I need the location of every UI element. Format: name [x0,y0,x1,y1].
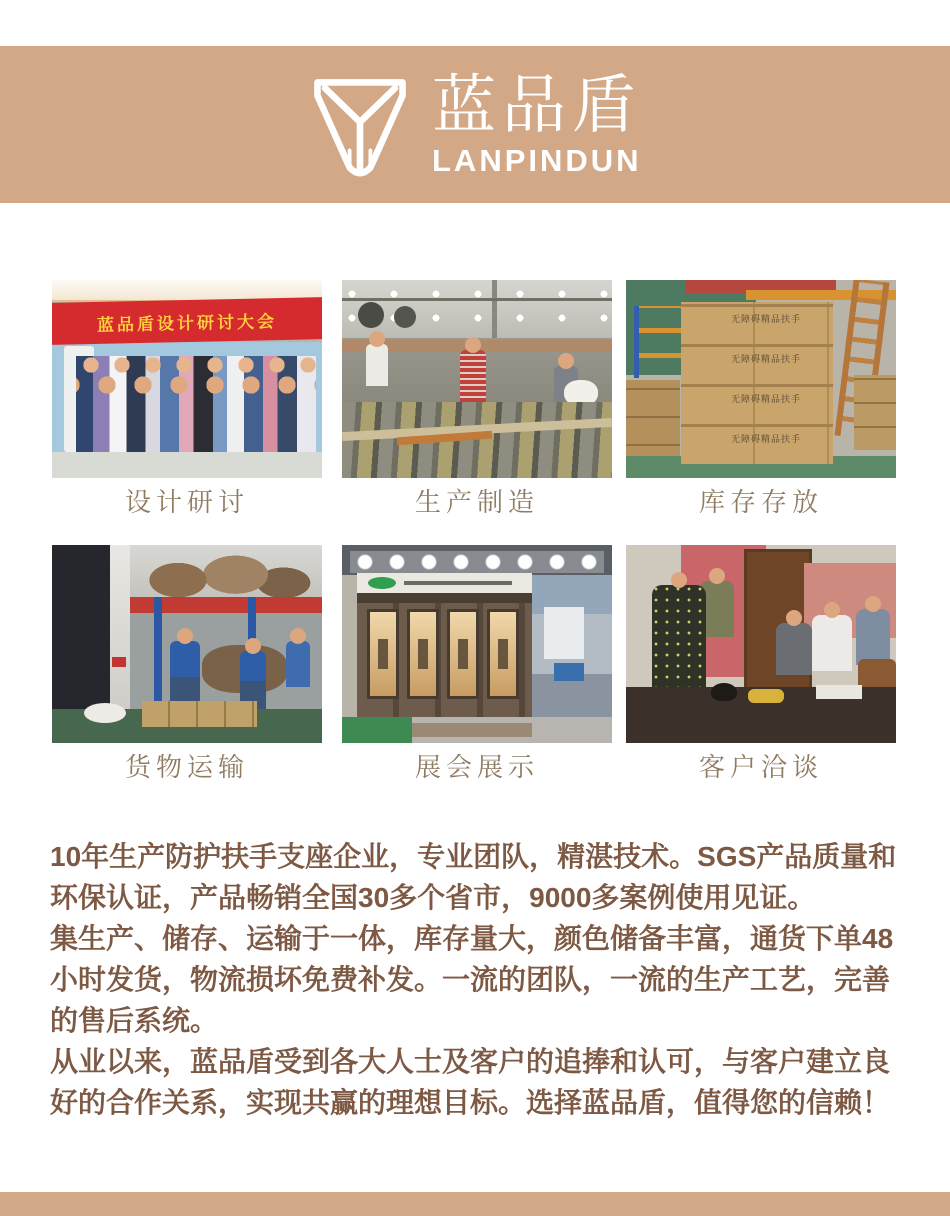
shield-triangle-icon [308,67,412,183]
photo-caption: 展会展示 [414,752,539,782]
brand-name-latin: LANPINDUN [432,143,642,178]
production-workshop-photo [342,280,612,478]
green-carpet [342,717,412,743]
box-label: 无障碍精品扶手 [730,314,801,324]
spotlight-row [350,551,604,573]
exhibition-booth-photo [342,545,612,743]
man-gray-shirt [776,623,812,675]
worker-white-shirt [366,344,388,386]
man-white-shirt [812,615,852,671]
metal-rods-foreground [342,402,612,478]
carton-box-row [142,701,257,727]
cargo-loading-photo [52,545,322,743]
booth-name-line [404,581,512,585]
header-band [0,46,950,203]
ceiling-fan [394,306,416,328]
client-meeting-photo [626,545,896,743]
photo-caption: 生产制造 [414,487,539,517]
display-niche [487,609,519,699]
intro-line: 从业以来，蓝品盾受到各大人士及客户的追捧和认可，与客户建立良 [50,1046,891,1077]
ceiling-fan [358,302,384,328]
documents [816,685,862,699]
truck-rear-frame [110,545,130,711]
gallery-card-transport [52,545,322,782]
man-blue-shirt [856,609,890,665]
brand-logo [0,46,950,203]
display-niche [447,609,479,699]
brand-text [432,69,642,178]
booth-floor [412,723,532,737]
red-banner [52,297,322,345]
sacks-on-mezzanine [130,545,322,599]
intro-line: 小时发货，物流损坏免费补发。一流的团队，一流的生产工艺，完善 [50,964,891,995]
gallery-card-client-meeting [626,545,896,782]
intro-line: 好的合作关系，实现共赢的理想目标。选择蓝品盾，值得您的信赖！ [50,1087,891,1118]
truck-cargo-opening [52,545,110,711]
white-sack [84,703,126,723]
box-label: 无障碍精品扶手 [730,394,801,404]
design-seminar-photo [52,280,322,478]
intro-line: 的售后系统。 [50,1005,219,1036]
intro-line: 集生产、储存、运输于一体，库存量大，颜色储备丰富，通货下单48 [50,923,894,954]
worker-blue-shirt [286,641,310,687]
gallery-card-warehouse [626,280,896,517]
photo-caption: 货物运输 [124,752,249,782]
worker-striped-shirt [460,350,486,402]
gallery-card-exhibition [342,545,612,782]
intro-line: 环保认证，产品畅销全国30多个省市，9000多案例使用见证。 [50,882,816,913]
brand-name-chinese: 蓝品盾 [432,69,642,141]
display-niche [367,609,399,699]
footer-band [0,1192,950,1216]
side-boxes-right [854,375,896,450]
product-sample [748,689,784,703]
blue-rack-post [154,597,162,713]
display-niche [407,609,439,699]
teapot [711,683,737,701]
photo-caption: 客户洽谈 [698,752,823,782]
warehouse-storage-photo [626,280,896,478]
company-intro [50,836,910,1123]
box-label: 无障碍精品扶手 [730,354,801,364]
photo-caption: 设计研讨 [124,487,249,517]
photo-caption: 库存存放 [698,487,823,517]
booth-crown-band [357,593,532,603]
intro-line: 10年生产防护扶手支座企业，专业团队，精湛技术。SGS产品质量和 [50,841,897,872]
truck-taillight [112,657,126,667]
gallery-card-design-seminar [52,280,322,517]
group-of-people [76,356,316,454]
carton-box-stack [681,302,833,464]
gallery-card-production [342,280,612,517]
floor [52,452,322,478]
banner-text: 蓝品盾设计研讨大会 [96,311,278,335]
booth-logo [368,577,396,589]
box-label: 无障碍精品扶手 [730,434,801,444]
